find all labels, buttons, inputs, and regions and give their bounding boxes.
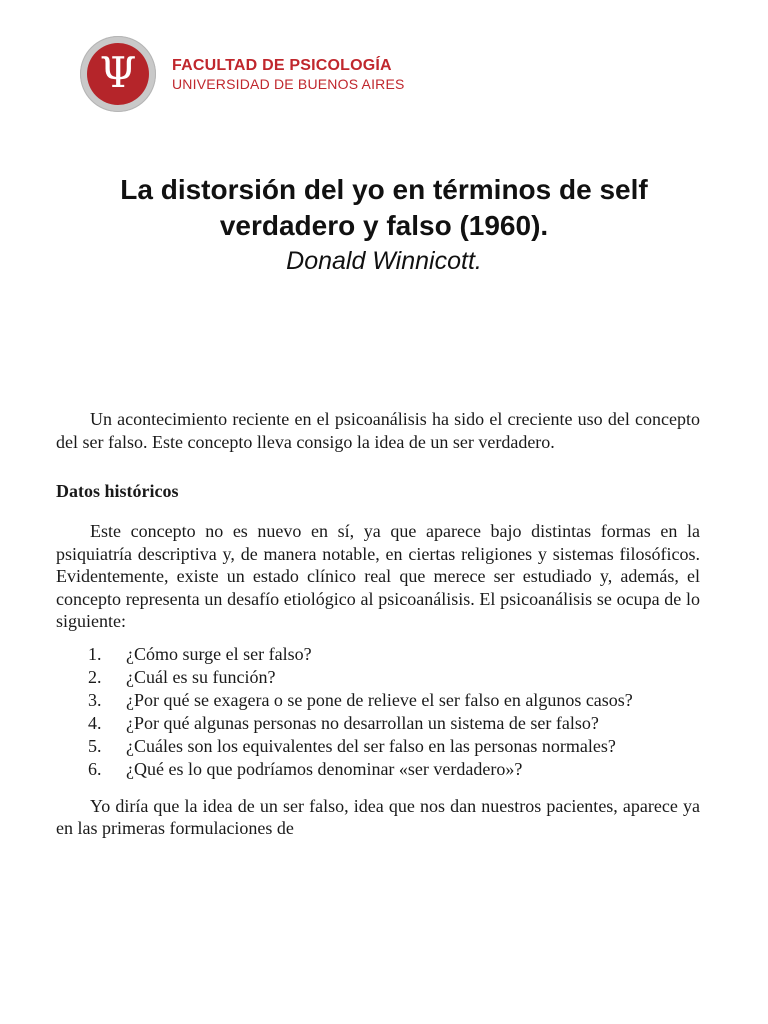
question-text: ¿Por qué algunas personas no desarrollan un sistema de ser falso? xyxy=(126,712,599,733)
scanned-page-body xyxy=(56,408,700,840)
history-paragraph: Este concepto no es nuevo en sí, ya que aparece bajo distintas formas en la psiquiatría descriptiva y, de manera notable, en ciertas religiones y sistemas filosóficos. Evidentemente, existe un estado clínico real que merece ser estudiado y, además, el concepto representa un desafío etiológico al psicoanálisis. El psicoanálisis se ocupa de lo siguiente: xyxy=(56,521,700,631)
logo-symbol: Ψ xyxy=(99,48,137,97)
question-number: 6. xyxy=(88,758,102,779)
closing-paragraph: Yo diría que la idea de un ser falso, idea que nos dan nuestros pacientes, aparece ya en las primeras formulaciones de xyxy=(56,795,700,838)
question-number: 2. xyxy=(88,666,102,687)
psi-logo-icon xyxy=(80,36,156,112)
question-text: ¿Cuál es su función? xyxy=(126,666,276,687)
section-heading: Datos históricos xyxy=(56,481,179,501)
question-text: ¿Por qué se exagera o se pone de relieve el ser falso en algunos casos? xyxy=(126,689,633,710)
list-item xyxy=(56,643,700,666)
question-list xyxy=(56,643,700,781)
intro-paragraph: Un acontecimiento reciente en el psicoanálisis ha sido el creciente uso del concepto del ser falso. Este concepto lleva consigo la idea de un ser verdadero. xyxy=(56,409,700,452)
document-title-block xyxy=(40,172,728,276)
list-item xyxy=(56,689,700,712)
list-item xyxy=(56,758,700,781)
question-text: ¿Cuáles son los equivalentes del ser falso en las personas normales? xyxy=(126,735,616,756)
university-name: UNIVERSIDAD DE BUENOS AIRES xyxy=(172,75,405,92)
question-text: ¿Cómo surge el ser falso? xyxy=(126,643,312,664)
list-item xyxy=(56,735,700,758)
list-item xyxy=(56,712,700,735)
document-title-line-1: La distorsión del yo en términos de self xyxy=(120,174,648,205)
question-number: 4. xyxy=(88,712,102,733)
question-text: ¿Qué es lo que podríamos denominar «ser verdadero»? xyxy=(126,758,523,779)
institution-name xyxy=(172,57,405,92)
question-number: 1. xyxy=(88,643,102,664)
institution-header xyxy=(80,36,405,112)
document-author: Donald Winnicott. xyxy=(286,247,482,275)
question-number: 5. xyxy=(88,735,102,756)
question-number: 3. xyxy=(88,689,102,710)
document-title-line-2: verdadero y falso (1960). xyxy=(219,210,549,241)
list-item xyxy=(56,666,700,689)
faculty-name: FACULTAD DE PSICOLOGÍA xyxy=(172,56,392,74)
